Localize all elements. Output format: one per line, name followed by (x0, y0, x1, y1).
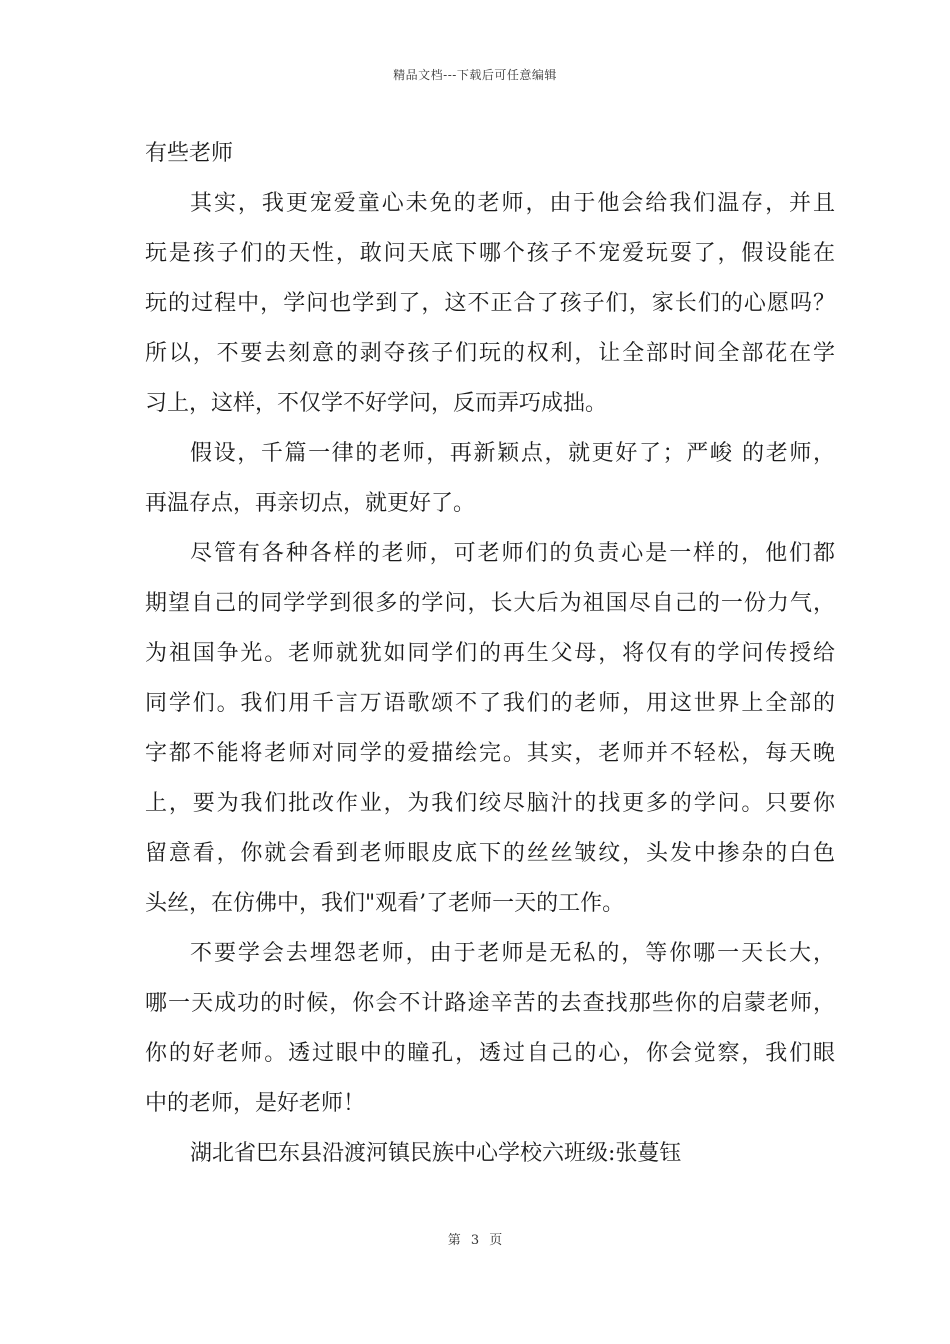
paragraph-line: 尽管有各种各样的老师，可老师们的负责心是一样的，他们都 (190, 541, 835, 566)
page-number: 3 (470, 1233, 480, 1248)
paragraph-line: 上，要为我们批改作业，为我们绞尽脑汁的找更多的学问。只要你 (145, 791, 835, 816)
paragraph-line: 玩是孩子们的天性，敢问天底下哪个孩子不宠爱玩耍了，假设能在 (145, 241, 835, 266)
paragraph-line: 习上，这样，不仅学不好学问，反而弄巧成拙。 (145, 391, 608, 416)
paragraph-line: 玩的过程中，学问也学到了，这不正合了孩子们，家长们的心愿吗？ (145, 291, 835, 316)
paragraph-line: 留意看，你就会看到老师眼皮底下的丝丝皱纹，头发中掺杂的白色 (145, 841, 835, 866)
page-number-prefix: 第 (447, 1233, 461, 1248)
page-number-suffix: 页 (489, 1233, 503, 1248)
paragraph-line: 不要学会去埋怨老师，由于老师是无私的，等你哪一天长大， (190, 941, 835, 966)
paragraph-line: 假设，千篇一律的老师，再新颖点，就更好了；严峻 的老师， (190, 441, 835, 466)
paragraph-line: 其实，我更宠爱童心未免的老师，由于他会给我们温存，并且 (190, 191, 835, 216)
paragraph-line: 同学们。我们用千言万语歌颂不了我们的老师，用这世界上全部的 (145, 691, 835, 716)
paragraph-line: 再温存点，再亲切点，就更好了。 (145, 491, 476, 516)
paragraph-line: 中的老师，是好老师！ (145, 1091, 366, 1116)
paragraph-line: 字都不能将老师对同学的爱描绘完。其实，老师并不轻松，每天晚 (145, 741, 835, 766)
paragraph-line: 期望自己的同学学到很多的学问，长大后为祖国尽自己的一份力气， (145, 591, 835, 616)
paragraph-line: 为祖国争光。老师就犹如同学们的再生父母，将仅有的学问传授给 (145, 641, 835, 666)
page-header: 精品文档---下载后可任意编辑 (393, 68, 557, 82)
essay-title-line: 有些老师 (145, 141, 234, 166)
paragraph-line: 哪一天成功的时候，你会不计路途辛苦的去查找那些你的启蒙老师， (145, 991, 835, 1016)
paragraph-line: 所以，不要去刻意的剥夺孩子们玩的权利，让全部时间全部花在学 (145, 341, 835, 366)
document-body (145, 129, 835, 1179)
paragraph-line: 头丝，在仿佛中，我们"观看’了老师一天的工作。 (145, 891, 625, 916)
paragraph-line: 你的好老师。透过眼中的瞳孔，透过自己的心，你会觉察，我们眼 (145, 1041, 835, 1066)
page-footer (0, 1229, 950, 1248)
author-signature-line: 湖北省巴东县沿渡河镇民族中心学校六班级:张蔓钰 (190, 1141, 682, 1166)
